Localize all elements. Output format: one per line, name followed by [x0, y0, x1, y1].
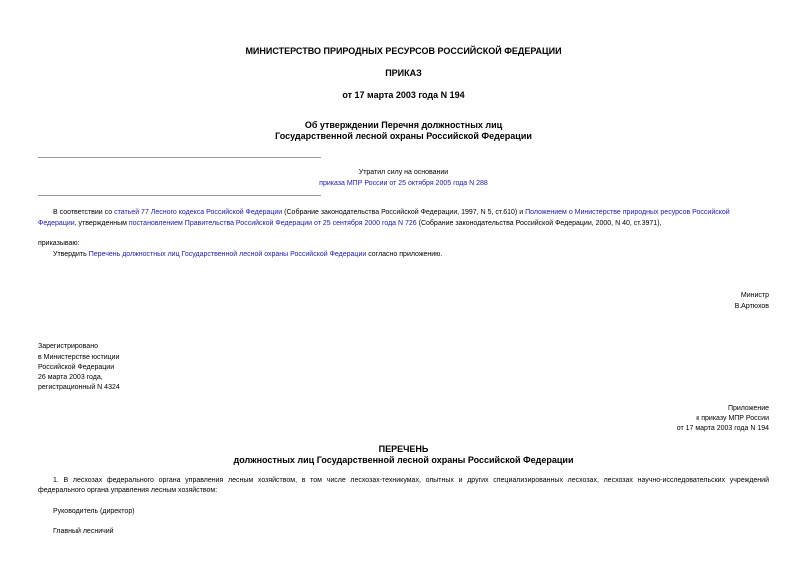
list-subtitle: должностных лиц Государственной лесной охраны Российской Федерации	[233, 455, 574, 465]
preamble-text: В соответствии со	[53, 209, 115, 216]
preamble-text: (Собрание законодательства Российской Федерации, 2000, N 40, ст.3971),	[416, 220, 662, 227]
registration-line-2: в Министерстве юстиции	[38, 354, 120, 361]
signature-title: Министр	[740, 292, 769, 299]
appendix-line-2: к приказу МПР России	[696, 415, 769, 422]
approve-text: согласно приложению.	[366, 251, 443, 258]
doc-type-heading: ПРИКАЗ	[385, 68, 422, 78]
forest-code-link[interactable]: статьей 77 Лесного кодекса Российской Федерации	[114, 209, 283, 216]
preamble-line-1	[53, 208, 730, 218]
divider-bottom	[38, 195, 321, 196]
preamble-text: , утвержденным	[74, 220, 129, 227]
preamble-line-2	[38, 219, 661, 229]
approve-line	[53, 250, 442, 260]
item-1-line-1: 1. В лесхозах федерального органа управления лесным хозяйством, в том числе лесхозах-техникумах, опытных и других специализированных лесхозах, лесхозах научно-исследовательских учреждений	[53, 477, 769, 484]
position-chief-forester: Главный лесничий	[53, 528, 114, 535]
approve-text: Утвердить	[53, 251, 89, 258]
position-director: Руководитель (директор)	[53, 508, 135, 515]
registration-line-4: 26 марта 2003 года,	[38, 374, 103, 381]
registration-line-5: регистрационный N 4324	[38, 384, 120, 391]
subject-line-2: Государственной лесной охраны Российской Федерации	[275, 131, 532, 141]
status-text: Утратил силу на основании	[358, 169, 449, 176]
divider-top	[38, 157, 321, 158]
ministry-regulation-link[interactable]: Федерации	[38, 220, 75, 227]
subject-line-1: Об утверждении Перечня должностных лиц	[304, 120, 503, 130]
signature-name: В.Артюхов	[734, 303, 769, 310]
government-resolution-link[interactable]: постановлением Правительства Российской Федерации от 25 сентября 2000 года N 726	[128, 220, 417, 227]
date-heading: от 17 марта 2003 года N 194	[342, 90, 465, 100]
ministry-regulation-link[interactable]: Положением о Министерстве природных ресурсов Российской	[525, 209, 730, 216]
appendix-line-1: Приложение	[727, 405, 769, 412]
registration-line-3: Российской Федерации	[38, 364, 115, 371]
registration-line-1: Зарегистрировано	[38, 343, 98, 350]
ministry-heading: МИНИСТЕРСТВО ПРИРОДНЫХ РЕСУРСОВ РОССИЙСКОЙ ФЕДЕРАЦИИ	[245, 46, 562, 56]
order-word: приказываю:	[38, 240, 80, 247]
status-link[interactable]: приказа МПР России от 25 октября 2005 года N 288	[319, 180, 488, 187]
item-1-line-2: федерального органа управления лесным хозяйством:	[38, 487, 218, 494]
preamble-text: (Собрание законодательства Российской Федерации, 1997, N 5, ст.610) и	[282, 209, 526, 216]
appendix-line-3: от 17 марта 2003 года N 194	[676, 425, 769, 432]
list-title: ПЕРЕЧЕНЬ	[378, 444, 429, 454]
list-link[interactable]: Перечень должностных лиц Государственной лесной охраны Российской Федерации	[88, 251, 367, 258]
